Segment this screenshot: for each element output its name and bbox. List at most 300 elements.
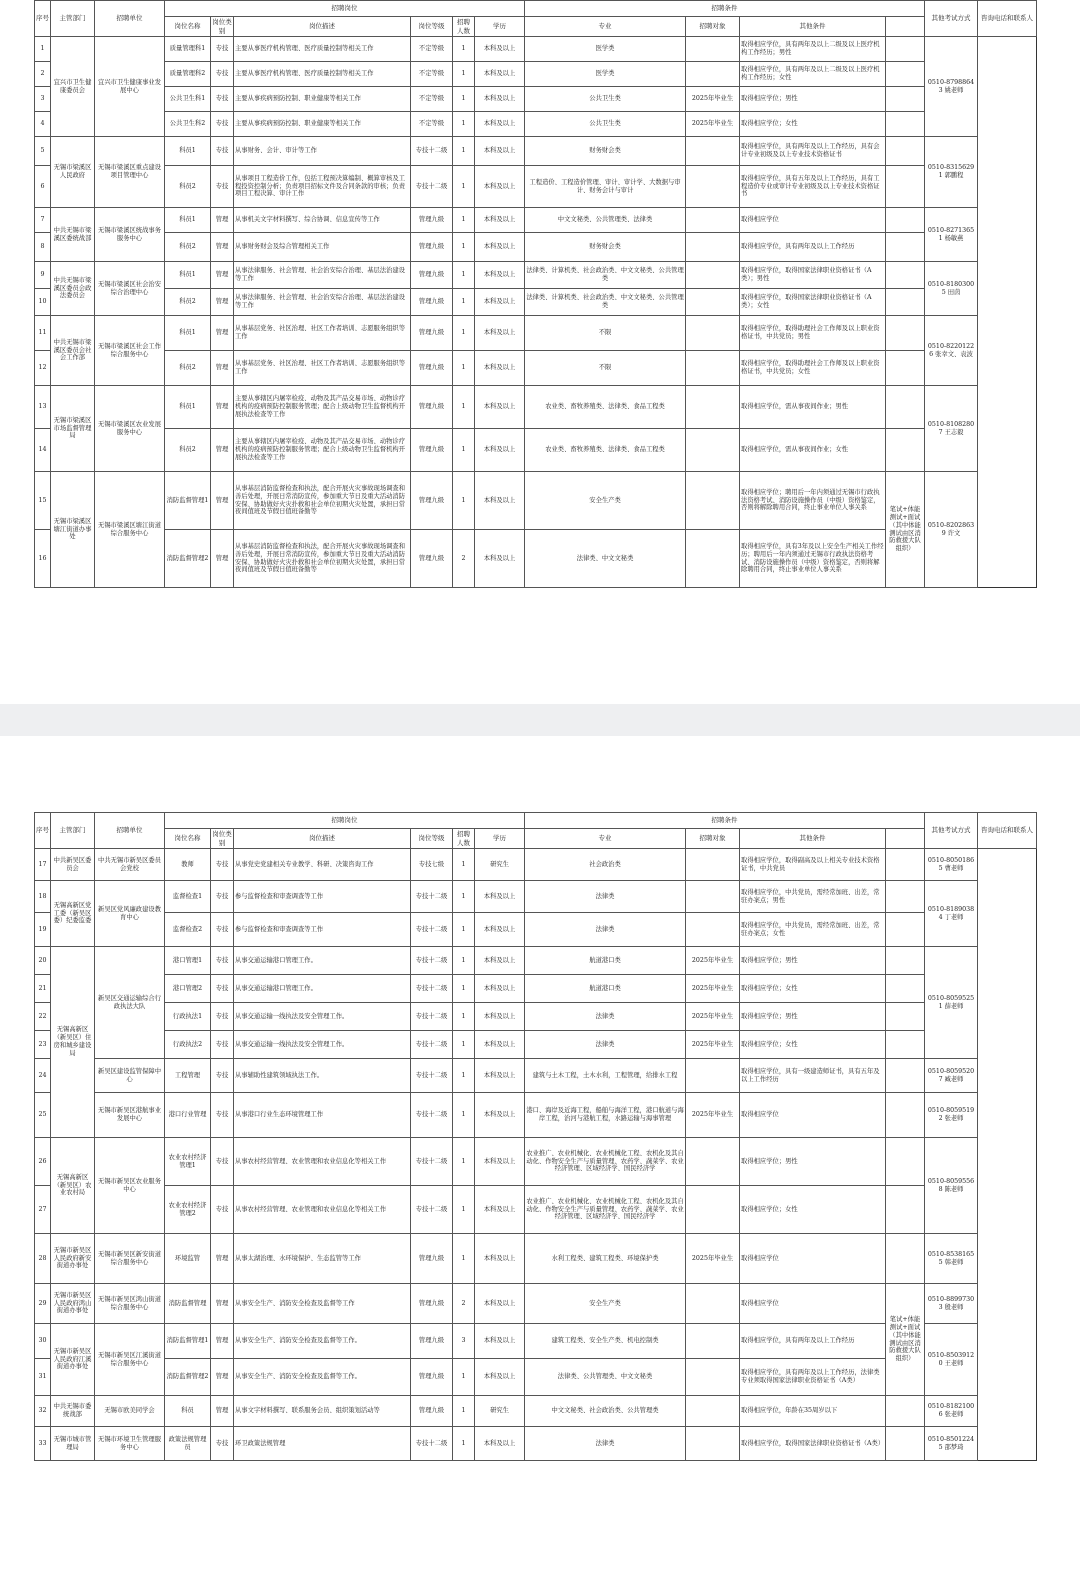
post-type: 管理: [211, 429, 234, 472]
major: 法律类: [525, 913, 686, 947]
row-number: 15: [35, 472, 51, 530]
row-number: 26: [35, 1138, 51, 1186]
post-grade: 管理九级: [411, 316, 453, 351]
post-desc: 从事农村经营管理、农业管理和农业信息化等相关工作: [234, 1138, 411, 1186]
row-number: 8: [35, 233, 51, 262]
contact-cell: 0510-82201226 张幸文、袁波: [925, 316, 978, 386]
other-conditions: 取得相应学位: [740, 1093, 886, 1138]
row-number: 2: [35, 62, 51, 87]
exam-cell: [886, 1003, 925, 1031]
education: 本科及以上: [475, 1093, 525, 1138]
dept-cell: 无锡高新区（新吴区）农业农村局: [51, 1138, 95, 1234]
major: 农业类、畜牧养殖类、法律类、食品工程类: [525, 386, 686, 429]
header-post-desc: 岗位描述: [234, 829, 411, 849]
exam-cell: [886, 1396, 925, 1427]
education: 本科及以上: [475, 262, 525, 289]
post-name: 农业农村经济管理1: [165, 1138, 211, 1186]
post-type: 管理: [211, 351, 234, 386]
contact-cell: 0510-87988643 姚老师: [925, 37, 978, 137]
exam-cell: [886, 289, 925, 316]
exam-cell: [886, 1138, 925, 1186]
table-row: [35, 472, 1037, 530]
major: 财务财会类: [525, 137, 686, 166]
major: 农业推广、农业机械化、农业机械化工程、农机化及其自动化、作物安全生产与质量管理、农药学、蔬菜学、农业经济管理、区域经济学、国民经济学: [525, 1186, 686, 1234]
post-grade: 专技十二级: [411, 1093, 453, 1138]
post-type: 专技: [211, 1186, 234, 1234]
post-name: 政策法规管理员: [165, 1427, 211, 1461]
header-major: 专业: [525, 829, 686, 849]
education: 本科及以上: [475, 472, 525, 530]
post-grade: 专技十二级: [411, 137, 453, 166]
target: [686, 316, 740, 351]
header-unit: 招聘单位: [95, 1, 165, 37]
post-desc: 主要从事医疗机构管理、医疗质量控制等相关工作: [234, 37, 411, 62]
row-number: 13: [35, 386, 51, 429]
table-row: [35, 1234, 1037, 1284]
contact-cell: 0510-85012245 邵梦琦: [925, 1427, 978, 1461]
post-grade: 专技十二级: [411, 166, 453, 208]
education: 本科及以上: [475, 112, 525, 137]
major: 工程造价、工程造价管理、审计、审计学、大数据与审计、财务会计与审计: [525, 166, 686, 208]
post-grade: 专技十二级: [411, 1427, 453, 1461]
headcount: 1: [453, 289, 475, 316]
other-conditions: 取得相应学位，取得国家法律职业资格证书（A类）: [740, 1427, 886, 1461]
table-row: [35, 166, 1037, 208]
post-type: 管理: [211, 1284, 234, 1324]
headcount: 1: [453, 137, 475, 166]
header-unit: 招聘单位: [95, 813, 165, 849]
row-number: 25: [35, 1093, 51, 1138]
post-type: 管理: [211, 289, 234, 316]
major: 法律类: [525, 881, 686, 913]
header-target: 招聘对象: [686, 829, 740, 849]
post-grade: 专技十二级: [411, 913, 453, 947]
post-name: 公共卫生科2: [165, 112, 211, 137]
target: [686, 881, 740, 913]
post-desc: 从事法律服务、社会管理、社会治安综合治理、基层法治建设等工作: [234, 289, 411, 316]
post-name: 消防监督管理2: [165, 530, 211, 588]
education: 本科及以上: [475, 351, 525, 386]
unit-cell: 无锡市环境卫生管理服务中心: [95, 1427, 165, 1461]
post-type: 管理: [211, 233, 234, 262]
recruitment-table-1: [34, 0, 1037, 588]
headcount: 1: [453, 87, 475, 112]
other-conditions: 取得相应学位；男性: [740, 1138, 886, 1186]
exam-cell: [886, 849, 925, 881]
target: 2025年毕业生: [686, 975, 740, 1003]
other-conditions: 取得相应学位，具有两年及以上二级及以上医疗机构工作经历；男性: [740, 37, 886, 62]
target: [686, 530, 740, 588]
major: 法律类: [525, 1427, 686, 1461]
education: 本科及以上: [475, 947, 525, 975]
education: 本科及以上: [475, 1284, 525, 1324]
dept-cell: 中共无锡市委统战部: [51, 1396, 95, 1427]
other-conditions: 取得相应学位，取得助理社会工作师及以上职业资格证书，中共党员；男性: [740, 316, 886, 351]
contact-cell: 0510-82713651 杨敏燕: [925, 208, 978, 262]
row-number: 7: [35, 208, 51, 233]
post-name: 科员2: [165, 289, 211, 316]
target: [686, 1059, 740, 1093]
dept-cell: 无锡市新吴区人民政府鸿山街道办事处: [51, 1284, 95, 1324]
major: 医学类: [525, 62, 686, 87]
post-type: 专技: [211, 137, 234, 166]
post-desc: 从事港口行业生态环境管理工作: [234, 1093, 411, 1138]
exam-cell: [886, 112, 925, 137]
post-grade: 管理九级: [411, 1396, 453, 1427]
post-desc: 从事基层消防监督检查和执法，配合开展火灾事故现场调查和善后处理，开展日常消防宣传，参加重大节日及重大活动消防安保、协助做好火灾扑救和社会单位初期火灾处置，承担日常夜间值班及节假日值班备勤等: [234, 530, 411, 588]
other-conditions: 取得相应学位；男性: [740, 87, 886, 112]
table-row: [35, 208, 1037, 233]
headcount: 1: [453, 1427, 475, 1461]
table-row: [35, 1093, 1037, 1138]
contact-cell: 0510-80595192 张老师: [925, 1093, 978, 1138]
row-number: 24: [35, 1059, 51, 1093]
table-row: [35, 1059, 1037, 1093]
target: [686, 289, 740, 316]
exam-cell: [886, 1234, 925, 1284]
other-conditions: 取得相应学位，年龄在35周岁以下: [740, 1396, 886, 1427]
post-type: 管理: [211, 530, 234, 588]
post-name: 工程管理: [165, 1059, 211, 1093]
header-no: 序号: [35, 813, 51, 849]
post-type: 专技: [211, 166, 234, 208]
header-post-desc: 岗位描述: [234, 17, 411, 37]
post-desc: 从事机关文字材料撰写、综合协调、信息宣传等工作: [234, 208, 411, 233]
other-conditions: 取得相应学位；聘用后一年内须通过无锡市行政执法资格考试、消防设施操作员（中级）资格鉴定，否则将解除聘用合同，终止事业单位人事关系: [740, 472, 886, 530]
post-name: 科员: [165, 1396, 211, 1427]
post-name: 质量管理科1: [165, 37, 211, 62]
exam-cell: [886, 913, 925, 947]
education: 本科及以上: [475, 233, 525, 262]
table-row: [35, 1031, 1037, 1059]
post-desc: 从事交通运输一线执法及安全管理工作。: [234, 1003, 411, 1031]
post-type: 管理: [211, 316, 234, 351]
other-conditions: 取得相应学位；女性: [740, 1186, 886, 1234]
post-desc: 从事党史党建相关专业教学、科研、决策咨询工作: [234, 849, 411, 881]
post-type: 管理: [211, 1359, 234, 1396]
target: 2025年毕业生: [686, 1003, 740, 1031]
dept-cell: 中共无锡市梁溪区委统战部: [51, 208, 95, 262]
row-number: 3: [35, 87, 51, 112]
post-name: 行政执法1: [165, 1003, 211, 1031]
table-row: [35, 881, 1037, 913]
post-desc: 从事交通运输一线执法及安全管理工作。: [234, 1031, 411, 1059]
major: 中文文秘类、公共管理类、法律类: [525, 208, 686, 233]
major: 航道港口类: [525, 947, 686, 975]
exam-cell: [886, 1186, 925, 1234]
post-type: 管理: [211, 472, 234, 530]
major: 安全生产类: [525, 472, 686, 530]
target: [686, 208, 740, 233]
table-row: [35, 62, 1037, 87]
education: 本科及以上: [475, 37, 525, 62]
post-name: 消防监督管理1: [165, 1324, 211, 1359]
target: [686, 351, 740, 386]
contact-cell: 0510-81890384 丁老师: [925, 881, 978, 947]
row-number: 27: [35, 1186, 51, 1234]
unit-cell: 无锡市新吴区农业服务中心: [95, 1138, 165, 1234]
post-type: 专技: [211, 849, 234, 881]
major: 法律类: [525, 1031, 686, 1059]
row-number: 10: [35, 289, 51, 316]
row-number: 18: [35, 881, 51, 913]
headcount: 1: [453, 1234, 475, 1284]
post-name: 质量管理科2: [165, 62, 211, 87]
headcount: 1: [453, 1031, 475, 1059]
unit-cell: 无锡市新吴区江溪街道综合服务中心: [95, 1324, 165, 1396]
post-desc: 主要从事辖区内屠宰检疫、动物及其产品交易市场、动物诊疗机构的疫病预防控制服务管理；配合上级动物卫生监督机构开展执法检查等工作: [234, 429, 411, 472]
education: 本科及以上: [475, 530, 525, 588]
post-grade: 管理九级: [411, 208, 453, 233]
row-number: 32: [35, 1396, 51, 1427]
post-desc: 从事安全生产、消防安全检查及监督等工作。: [234, 1324, 411, 1359]
contact-cell: 0510-80501865 曹老师: [925, 849, 978, 881]
post-name: 科员2: [165, 351, 211, 386]
major: 社会政治类: [525, 849, 686, 881]
target: [686, 429, 740, 472]
post-name: 消防监督管理1: [165, 472, 211, 530]
target: [686, 233, 740, 262]
other-conditions: 取得相应学位: [740, 1284, 886, 1324]
post-desc: 参与监督检查和审查调查等工作: [234, 913, 411, 947]
post-grade: 专技十二级: [411, 1138, 453, 1186]
target: [686, 62, 740, 87]
header-post-group: 招聘岗位: [165, 1, 525, 17]
post-desc: 主要从事医疗机构管理、医疗质量控制等相关工作: [234, 62, 411, 87]
post-type: 专技: [211, 947, 234, 975]
row-number: 6: [35, 166, 51, 208]
headcount: 1: [453, 975, 475, 1003]
target: [686, 1359, 740, 1396]
contact-cell: 0510-81803005 田茵: [925, 262, 978, 316]
major: 农业推广、农业机械化、农业机械化工程、农机化及其自动化、作物安全生产与质量管理、农药学、蔬菜学、农业经济管理、区域经济学、国民经济学: [525, 1138, 686, 1186]
table-row: [35, 1284, 1037, 1324]
exam-cell: 笔试+体能测试+面试（其中体能测试由区消防救援大队组织）: [886, 472, 925, 588]
page-separator: [0, 704, 1080, 736]
major: 建筑工程类、安全生产类、机电控制类: [525, 1324, 686, 1359]
table-row: [35, 351, 1037, 386]
contact-cell: 0510-81082807 王志毅: [925, 386, 978, 472]
post-grade: 不定等级: [411, 112, 453, 137]
major: 公共卫生类: [525, 87, 686, 112]
unit-cell: 新吴区交通运输综合行政执法大队: [95, 947, 165, 1059]
table-row: [35, 386, 1037, 429]
header-post-type: 岗位类别: [212, 18, 232, 35]
header-major: 专业: [525, 17, 686, 37]
row-number: 17: [35, 849, 51, 881]
post-type: 专技: [211, 37, 234, 62]
contact-cell: 0510-83156291 郭鹏程: [925, 137, 978, 208]
other-conditions: 取得相应学位，具有两年及以上工作经历，具有会计专业初级及以上专业技术资格证书: [740, 137, 886, 166]
post-desc: 从事基层党务、社区治理、社区工作者培训、志愿服务组织等工作: [234, 351, 411, 386]
education: 本科及以上: [475, 1427, 525, 1461]
post-name: 科员1: [165, 137, 211, 166]
dept-cell: 无锡市梁溪区人民政府: [51, 137, 95, 208]
post-name: 环境监管: [165, 1234, 211, 1284]
education: 本科及以上: [475, 1138, 525, 1186]
row-number: 28: [35, 1234, 51, 1284]
post-name: 科员1: [165, 316, 211, 351]
exam-cell: [886, 37, 925, 62]
education: 本科及以上: [475, 289, 525, 316]
dept-cell: 无锡高新区党工委（新吴区委）纪委监委: [51, 881, 95, 947]
target: [686, 166, 740, 208]
headcount: 1: [453, 849, 475, 881]
target: [686, 1427, 740, 1461]
unit-cell: 无锡市梁溪区统战事务服务中心: [95, 208, 165, 262]
target: [686, 1396, 740, 1427]
major: 法律类: [525, 1003, 686, 1031]
table-row: [35, 1003, 1037, 1031]
headcount: 1: [453, 1186, 475, 1234]
row-number: 16: [35, 530, 51, 588]
exam-cell: [886, 947, 925, 975]
header-post-name: 岗位名称: [165, 829, 211, 849]
major: 法律类、公共管理类、中文文秘类: [525, 1359, 686, 1396]
exam-cell: [886, 386, 925, 429]
other-conditions: 取得相应学位，需从事夜间作业；男性: [740, 386, 886, 429]
post-type: 管理: [211, 386, 234, 429]
major: 港口、海岸及近海工程，船舶与海洋工程，港口航道与海岸工程，治河与港航工程，水路运输与海事管理: [525, 1093, 686, 1138]
exam-cell: [886, 881, 925, 913]
dept-cell: 无锡市梁溪区市场监督管理局: [51, 386, 95, 472]
header-no: 序号: [35, 1, 51, 37]
headcount: 1: [453, 913, 475, 947]
education: 本科及以上: [475, 975, 525, 1003]
major: 法律类、计算机类、社会政治类、中文文秘类、公共管理类: [525, 262, 686, 289]
education: 本科及以上: [475, 87, 525, 112]
post-type: 管理: [211, 1396, 234, 1427]
unit-cell: 无锡市梁溪区重点建设项目管理中心: [95, 137, 165, 208]
unit-cell: 中共无锡市新吴区委员会党校: [95, 849, 165, 881]
post-name: 科员1: [165, 386, 211, 429]
target: [686, 37, 740, 62]
education: 本科及以上: [475, 1359, 525, 1396]
post-grade: 管理九级: [411, 351, 453, 386]
headcount: 1: [453, 233, 475, 262]
table-row: [35, 1138, 1037, 1186]
headcount: 1: [453, 1003, 475, 1031]
unit-cell: 无锡市新吴区港航事业发展中心: [95, 1093, 165, 1138]
dept-cell: 中共新吴区委员会: [51, 849, 95, 881]
other-conditions: 取得相应学位；女性: [740, 975, 886, 1003]
unit-cell: 无锡市梁溪区农业发展服务中心: [95, 386, 165, 472]
headcount: 1: [453, 316, 475, 351]
post-type: 专技: [211, 1138, 234, 1186]
headcount: 2: [453, 1284, 475, 1324]
row-number: 29: [35, 1284, 51, 1324]
post-desc: 主要从事疾病预防控制、职业健康等相关工作: [234, 87, 411, 112]
education: 本科及以上: [475, 386, 525, 429]
post-name: 科员2: [165, 429, 211, 472]
unit-cell: 无锡市新吴区鸿山街道综合服务中心: [95, 1284, 165, 1324]
table-row: [35, 233, 1037, 262]
row-number: 12: [35, 351, 51, 386]
headcount: 3: [453, 1324, 475, 1359]
post-grade: 管理九级: [411, 429, 453, 472]
post-type: 专技: [211, 881, 234, 913]
target: 2025年毕业生: [686, 947, 740, 975]
header-cond-group: 招聘条件: [525, 813, 925, 829]
unit-cell: 无锡市新吴区新安街道综合服务中心: [95, 1234, 165, 1284]
target: [686, 472, 740, 530]
major: 安全生产类: [525, 1284, 686, 1324]
dept-cell: 中共无锡市梁溪区委员会政法委员会: [51, 262, 95, 316]
header-contact: 咨询电话和联系人: [978, 813, 1037, 849]
header-cond-group: 招聘条件: [525, 1, 925, 17]
post-grade: 不定等级: [411, 87, 453, 112]
headcount: 1: [453, 472, 475, 530]
post-type: 专技: [211, 112, 234, 137]
education: 本科及以上: [475, 1031, 525, 1059]
row-number: 11: [35, 316, 51, 351]
contact-cell: 0510-82028639 许文: [925, 472, 978, 588]
row-number: 4: [35, 112, 51, 137]
other-conditions: 取得相应学位，具有五年及以上工作经历，具有工程造价专业或审计专业初级及以上专业技术资格证书: [740, 166, 886, 208]
post-grade: 不定等级: [411, 37, 453, 62]
major: 农业类、畜牧养殖类、法律类、食品工程类: [525, 429, 686, 472]
table-row: [35, 975, 1037, 1003]
post-grade: 专技十二级: [411, 1003, 453, 1031]
other-conditions: 取得相应学位，具有一级建造师证书，具有五年及以上工作经历: [740, 1059, 886, 1093]
exam-cell: [886, 62, 925, 87]
post-desc: 主要从事疾病预防控制、职业健康等相关工作: [234, 112, 411, 137]
education: 本科及以上: [475, 1059, 525, 1093]
post-grade: 专技十二级: [411, 947, 453, 975]
education: 本科及以上: [475, 1234, 525, 1284]
other-conditions: 取得相应学位，具有两年及以上工作经历，法律类专业须取得国家法律职业资格证书（A类）: [740, 1359, 886, 1396]
row-number: 33: [35, 1427, 51, 1461]
header-post-group: 招聘岗位: [165, 813, 525, 829]
post-type: 专技: [211, 913, 234, 947]
headcount: 1: [453, 386, 475, 429]
post-type: 管理: [211, 208, 234, 233]
target: [686, 262, 740, 289]
other-conditions: 取得相应学位，取得副高及以上相关专业技术资格证书，中共党员: [740, 849, 886, 881]
post-grade: 管理九级: [411, 289, 453, 316]
header-exam: 其他考试方式: [925, 1, 978, 37]
headcount: 1: [453, 262, 475, 289]
row-number: 19: [35, 913, 51, 947]
post-type: 专技: [211, 1427, 234, 1461]
table-row: [35, 137, 1037, 166]
unit-cell: 无锡市梁溪区社会治安综合治理中心: [95, 262, 165, 316]
post-grade: 管理九级: [411, 472, 453, 530]
header-num: 招聘人数: [453, 829, 475, 849]
recruitment-table-page-1: [34, 0, 1037, 588]
post-desc: 环卫政策法规管理: [234, 1427, 411, 1461]
post-grade: 专技七级: [411, 849, 453, 881]
target: [686, 1324, 740, 1359]
exam-cell: [886, 87, 925, 112]
post-type: 管理: [211, 1234, 234, 1284]
row-number: 5: [35, 137, 51, 166]
target: [686, 1186, 740, 1234]
major: 财务财会类: [525, 233, 686, 262]
header-edu: 学历: [475, 17, 525, 37]
target: 2025年毕业生: [686, 1093, 740, 1138]
table-row: [35, 849, 1037, 881]
target: 2025年毕业生: [686, 1031, 740, 1059]
header-post-grade: 岗位等级: [411, 17, 453, 37]
post-name: 监督检查1: [165, 881, 211, 913]
header-other: 其他条件: [740, 17, 886, 37]
unit-cell: 宜兴市卫生健康事业发展中心: [95, 37, 165, 137]
contact-cell: 0510-81821006 张老师: [925, 1396, 978, 1427]
header-post-grade: 岗位等级: [411, 829, 453, 849]
row-number: 14: [35, 429, 51, 472]
unit-cell: 无锡市梁溪区社会工作综合服务中心: [95, 316, 165, 386]
